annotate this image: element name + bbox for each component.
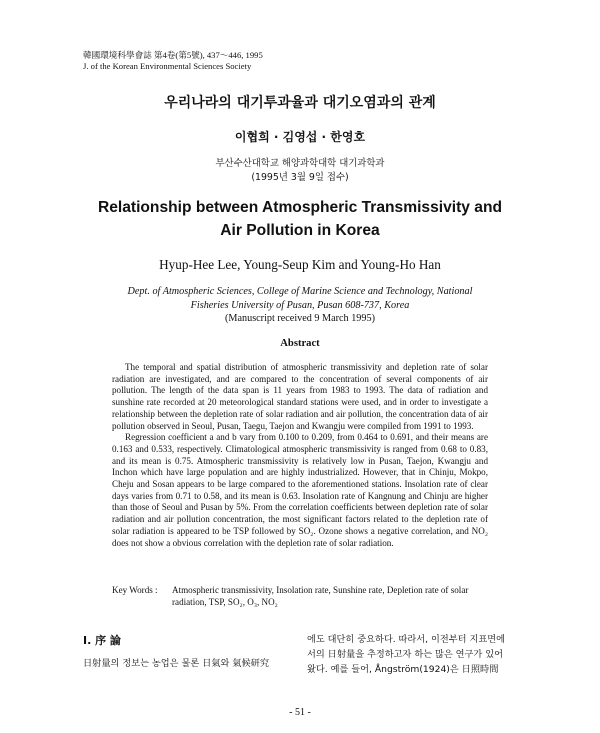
english-affiliation-block: [0, 285, 600, 326]
english-affiliation-line1: Dept. of Atmospheric Sciences, College of Marine Science and Technology, National: [127, 286, 473, 297]
keywords-text: Atmospheric transmissivity, Insolation rate, Sunshine rate, Depletion rate of solar radiation, TSP, SO₂, O₃, NO₂: [172, 585, 469, 607]
keywords-label: Key Words :: [112, 585, 158, 595]
body-right-line-3: 왔다. 예를 들어, Ångström(1924)은 日照時間: [307, 664, 499, 675]
english-authors: Hyup-Hee Lee, Young-Seup Kim and Young-Ho Han: [159, 257, 441, 272]
english-received-date: (Manuscript received 9 March 1995): [225, 313, 375, 324]
journal-citation-english: J. of the Korean Environmental Sciences Society: [83, 61, 252, 71]
english-affiliation-line2: Fisheries University of Pusan, Pusan 608-737, Korea: [190, 299, 410, 311]
journal-citation: [83, 50, 263, 72]
section-heading-introduction: Ⅰ. 序 論: [83, 634, 121, 647]
body-left-column: [83, 632, 293, 671]
body-right-line-2: 서의 日射量을 추정하고자 하는 많은 연구가 있어: [307, 649, 503, 660]
body-right-column: [307, 632, 535, 677]
english-title-line1: Relationship between Atmospheric Transmissivity and: [97, 199, 503, 216]
abstract-paragraph-2: Regression coefficient a and b vary from 0.100 to 0.209, from 0.464 to 0.691, and their means are 0.163 and 0.533, respectively. Climatological atmospheric transmissivity is ranged from 0.68 to 0.83, and its mean is 0.75. Atmospheric transmissivity is relatively low in Pusan, Taejon, Kwangju and Inchon which have large population and are highly industrialized. However, that in Chinju, Mokpo, Cheju and Sosan appears to be large compared to the aforementioned stations. Insolation rate of clear days varies from 0.71 to 0.58, and its mean is 0.63. Insolation rate of Kangnung and Chinju are higher than those of Seoul and Pusan by 5%. From the correlation coefficients between depletion rate of solar radiation and air pollution concentration, the most significant factors related to the depletion rate of solar radiation is appeared to be TSP followed by SO₂. Ozone shows a negative correlation, and NO₂ does not show a obvious correlation with the depletion rate of solar radiation.: [112, 432, 488, 548]
abstract-heading: Abstract: [280, 338, 320, 349]
keywords: [112, 585, 496, 608]
korean-authors: 이협희 · 김영섭 · 한영호: [234, 130, 366, 144]
abstract-body: [112, 362, 488, 549]
korean-affiliation: 부산수산대학교 해양과학대학 대기과학과: [215, 158, 385, 169]
page-number: - 51 -: [289, 707, 311, 718]
english-title: [0, 196, 600, 242]
english-title-line2: Air Pollution in Korea: [220, 222, 380, 239]
body-right-line-1: 에도 대단히 중요하다. 따라서, 이전부터 지표면에: [307, 634, 505, 645]
abstract-paragraph-1: The temporal and spatial distribution of atmospheric transmissivity and depletion rate of solar radiation are investigated, and are compared to the concentration of several components of air pollution. The length of the data span is 11 years from 1983 to 1993. The data of radiation and sunshine rate recorded at 20 meteorological standard stations were used, and in order to investigate a relationship between the depletion rate of solar radiation and air pollution, the concentration data of air pollution observed in Seoul, Pusan, Taegu, Taejon and Kwangju were compiled from 1991 to 1993.: [112, 362, 488, 431]
korean-received-date: (1995년 3월 9일 접수): [251, 172, 349, 183]
korean-title: 우리나라의 대기투과율과 대기오염과의 관계: [164, 95, 436, 111]
journal-citation-korean: 韓國環境科學會誌 第4卷(第5號), 437～446, 1995: [83, 50, 263, 60]
korean-affiliation-block: [0, 157, 600, 185]
body-left-line-1: 日射量의 정보는 농업은 물론 日氣와 氣候研究: [83, 658, 270, 669]
